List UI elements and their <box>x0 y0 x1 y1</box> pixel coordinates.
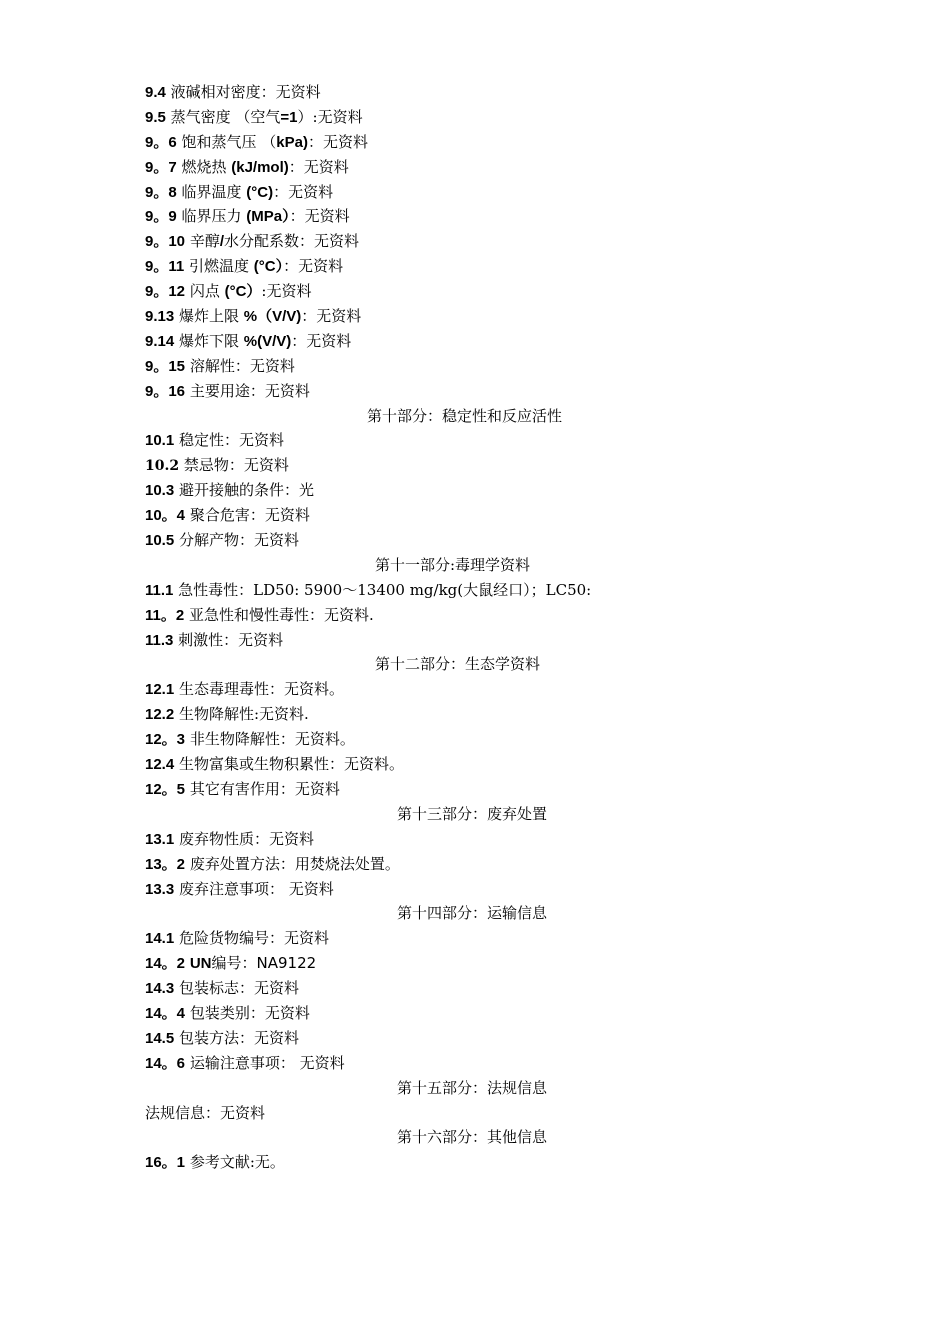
list-item <box>145 453 785 478</box>
item-number: 9。12 <box>145 283 186 301</box>
item-text: 主要用途：无资料 <box>189 381 310 400</box>
item-number: 14.1 <box>145 930 175 948</box>
list-item <box>145 254 785 279</box>
item-text: 辛醇 <box>189 232 220 251</box>
item-number: 12.2 <box>145 706 175 724</box>
item-bold-text: =1 <box>280 108 298 126</box>
item-number: 9。11 <box>145 258 185 276</box>
item-text: 参考文献:无。 <box>189 1153 285 1172</box>
list-item <box>145 852 785 877</box>
list-item <box>145 1051 785 1076</box>
list-item <box>145 1150 785 1175</box>
section-heading <box>145 901 785 926</box>
item-number: 10.5 <box>145 532 175 550</box>
item-number: 13.1 <box>145 830 175 848</box>
item-text: 运输注意事项： 无资料 <box>189 1053 345 1072</box>
list-item <box>145 80 785 105</box>
item-text: 废弃注意事项： 无资料 <box>178 879 334 898</box>
list-item <box>145 503 785 528</box>
item-text: 生物降解性:无资料. <box>178 705 309 724</box>
item-text: 稳定性：无资料 <box>178 431 284 450</box>
item-bold-text: / <box>219 233 224 251</box>
item-text: 生态毒理毒性：无资料。 <box>178 680 344 699</box>
item-number: 12.4 <box>145 756 175 774</box>
item-number: 10。4 <box>145 507 186 525</box>
item-text: 废弃物性质：无资料 <box>178 829 314 848</box>
list-item <box>145 105 785 130</box>
item-number: 14。6 <box>145 1054 186 1072</box>
list-item <box>145 478 785 503</box>
item-text: 爆炸下限 <box>178 331 244 350</box>
item-text: 避开接触的条件：光 <box>178 481 314 500</box>
section-heading-text: 第十六部分：其他信息 <box>397 1128 548 1147</box>
section-heading <box>145 553 785 578</box>
item-number: 10.2 <box>145 458 180 475</box>
item-number: 9.13 <box>145 308 175 326</box>
list-item <box>145 528 785 553</box>
item-bold-text: (°C) <box>246 183 274 201</box>
item-tail-text: 水分配系数：无资料 <box>224 232 360 251</box>
list-item <box>145 727 785 752</box>
item-text: 引燃温度 <box>188 257 254 276</box>
item-number: 12。5 <box>145 780 186 798</box>
section-heading-text: 第十四部分：运输信息 <box>397 904 548 923</box>
item-number: 11。2 <box>145 606 185 624</box>
item-text: 临界温度 <box>181 182 247 201</box>
list-item <box>145 777 785 802</box>
item-text: 蒸气密度 （空气 <box>170 107 281 126</box>
list-item <box>145 1001 785 1026</box>
section-heading-text: 第十五部分：法规信息 <box>397 1078 548 1097</box>
item-tail-text: :无资料 <box>261 282 312 301</box>
item-code: NA9122 <box>256 954 317 973</box>
item-text: 危险货物编号：无资料 <box>178 929 329 948</box>
item-number: 9。15 <box>145 357 186 375</box>
list-item <box>145 304 785 329</box>
item-number: 9.14 <box>145 332 175 350</box>
line-text: 法规信息：无资料 <box>145 1103 266 1122</box>
item-text: 非生物降解性：无资料。 <box>189 730 355 749</box>
item-text: 禁忌物：无资料 <box>183 456 289 475</box>
item-number: 14。4 <box>145 1004 186 1022</box>
item-number: 14.3 <box>145 980 175 998</box>
list-item <box>145 279 785 304</box>
item-number: 9。7 <box>145 158 177 176</box>
item-text: 包装标志：无资料 <box>178 979 299 998</box>
item-text: 生物富集或生物积累性：无资料。 <box>178 755 404 774</box>
item-number: 12.1 <box>145 681 175 699</box>
list-item <box>145 827 785 852</box>
item-text: 聚合危害：无资料 <box>189 506 310 525</box>
item-text: 包装方法：无资料 <box>178 1028 299 1047</box>
list-item <box>145 951 785 976</box>
item-number: 16。1 <box>145 1154 186 1172</box>
item-text: 临界压力 <box>181 207 247 226</box>
item-number: 9。9 <box>145 208 177 226</box>
item-text: 其它有害作用：无资料 <box>189 779 340 798</box>
item-tail-text: ：无资料 <box>283 257 344 276</box>
section-heading <box>145 1125 785 1150</box>
list-item <box>145 379 785 404</box>
item-bold-text: %（V/V) <box>243 308 302 326</box>
item-number: 13。2 <box>145 855 186 873</box>
section-heading <box>145 1076 785 1101</box>
item-bold-text: (°C） <box>253 258 284 276</box>
item-tail-text: ）:无资料 <box>297 107 363 126</box>
item-number: 11.1 <box>145 581 174 599</box>
list-item <box>145 877 785 902</box>
item-number: 13.3 <box>145 880 175 898</box>
item-number: 10.1 <box>145 432 175 450</box>
item-number: 14。2 <box>145 955 186 973</box>
list-item <box>145 976 785 1001</box>
list-item <box>145 428 785 453</box>
list-item <box>145 603 785 628</box>
list-item <box>145 677 785 702</box>
item-text: 编号： <box>211 954 257 973</box>
item-text: 分解产物：无资料 <box>178 531 299 550</box>
item-bold-text: (MPa） <box>246 208 290 226</box>
list-item <box>145 702 785 727</box>
list-item <box>145 229 785 254</box>
document-content <box>145 80 785 1175</box>
item-text: 爆炸上限 <box>178 307 244 326</box>
item-text: 亚急性和慢性毒性：无资料. <box>188 605 374 624</box>
item-text: 废弃处置方法：用焚烧法处置。 <box>189 854 400 873</box>
item-text: 闪点 <box>189 282 225 301</box>
item-text: 燃烧热 <box>181 157 232 176</box>
list-item <box>145 354 785 379</box>
item-number: 9。8 <box>145 183 177 201</box>
section-heading-text: 第十二部分：生态学资料 <box>375 655 541 674</box>
plain-line <box>145 1101 785 1126</box>
list-item <box>145 204 785 229</box>
item-text: 饱和蒸气压 （ <box>181 132 277 151</box>
list-item <box>145 155 785 180</box>
item-number: 10.3 <box>145 482 175 500</box>
section-heading <box>145 802 785 827</box>
list-item <box>145 628 785 653</box>
item-tail-text: ：无资料 <box>289 207 350 226</box>
list-item <box>145 1026 785 1051</box>
item-number: 12。3 <box>145 731 186 749</box>
item-tail-text: ：无资料 <box>307 132 368 151</box>
section-heading <box>145 652 785 677</box>
list-item <box>145 329 785 354</box>
item-tail-text: ：无资料 <box>288 157 349 176</box>
item-number: 11.3 <box>145 631 174 649</box>
item-bold-text: (kJ/mol) <box>231 158 289 176</box>
item-text: 急性毒性：LD50: 5900～13400 mg/kg(大鼠经口）；LC50: <box>178 580 592 599</box>
item-bold-text: kPa) <box>276 133 308 151</box>
item-tail-text: ：无资料 <box>291 331 352 350</box>
item-bold-text: UN <box>189 955 212 973</box>
item-text: 刺激性：无资料 <box>178 630 284 649</box>
list-item <box>145 926 785 951</box>
section-heading-text: 第十一部分:毒理学资料 <box>375 555 531 574</box>
list-item <box>145 130 785 155</box>
item-text: 包装类别：无资料 <box>189 1003 310 1022</box>
item-bold-text: (°C） <box>224 283 262 301</box>
item-number: 9。16 <box>145 382 186 400</box>
section-heading <box>145 404 785 429</box>
item-tail-text: ：无资料 <box>301 307 362 326</box>
item-number: 9.4 <box>145 84 166 101</box>
list-item <box>145 180 785 205</box>
section-heading-text: 第十部分：稳定性和反应活性 <box>367 406 563 425</box>
section-heading-text: 第十三部分：废弃处置 <box>397 804 548 823</box>
item-number: 9。6 <box>145 133 177 151</box>
item-bold-text: %(V/V) <box>243 332 292 350</box>
item-number: 14.5 <box>145 1029 175 1047</box>
item-number: 9.5 <box>145 108 166 126</box>
item-number: 9。10 <box>145 233 186 251</box>
list-item <box>145 752 785 777</box>
item-text: 溶解性：无资料 <box>189 356 295 375</box>
item-tail-text: ：无资料 <box>273 182 334 201</box>
item-text: 液碱相对密度：无资料 <box>170 83 321 101</box>
list-item <box>145 578 785 603</box>
